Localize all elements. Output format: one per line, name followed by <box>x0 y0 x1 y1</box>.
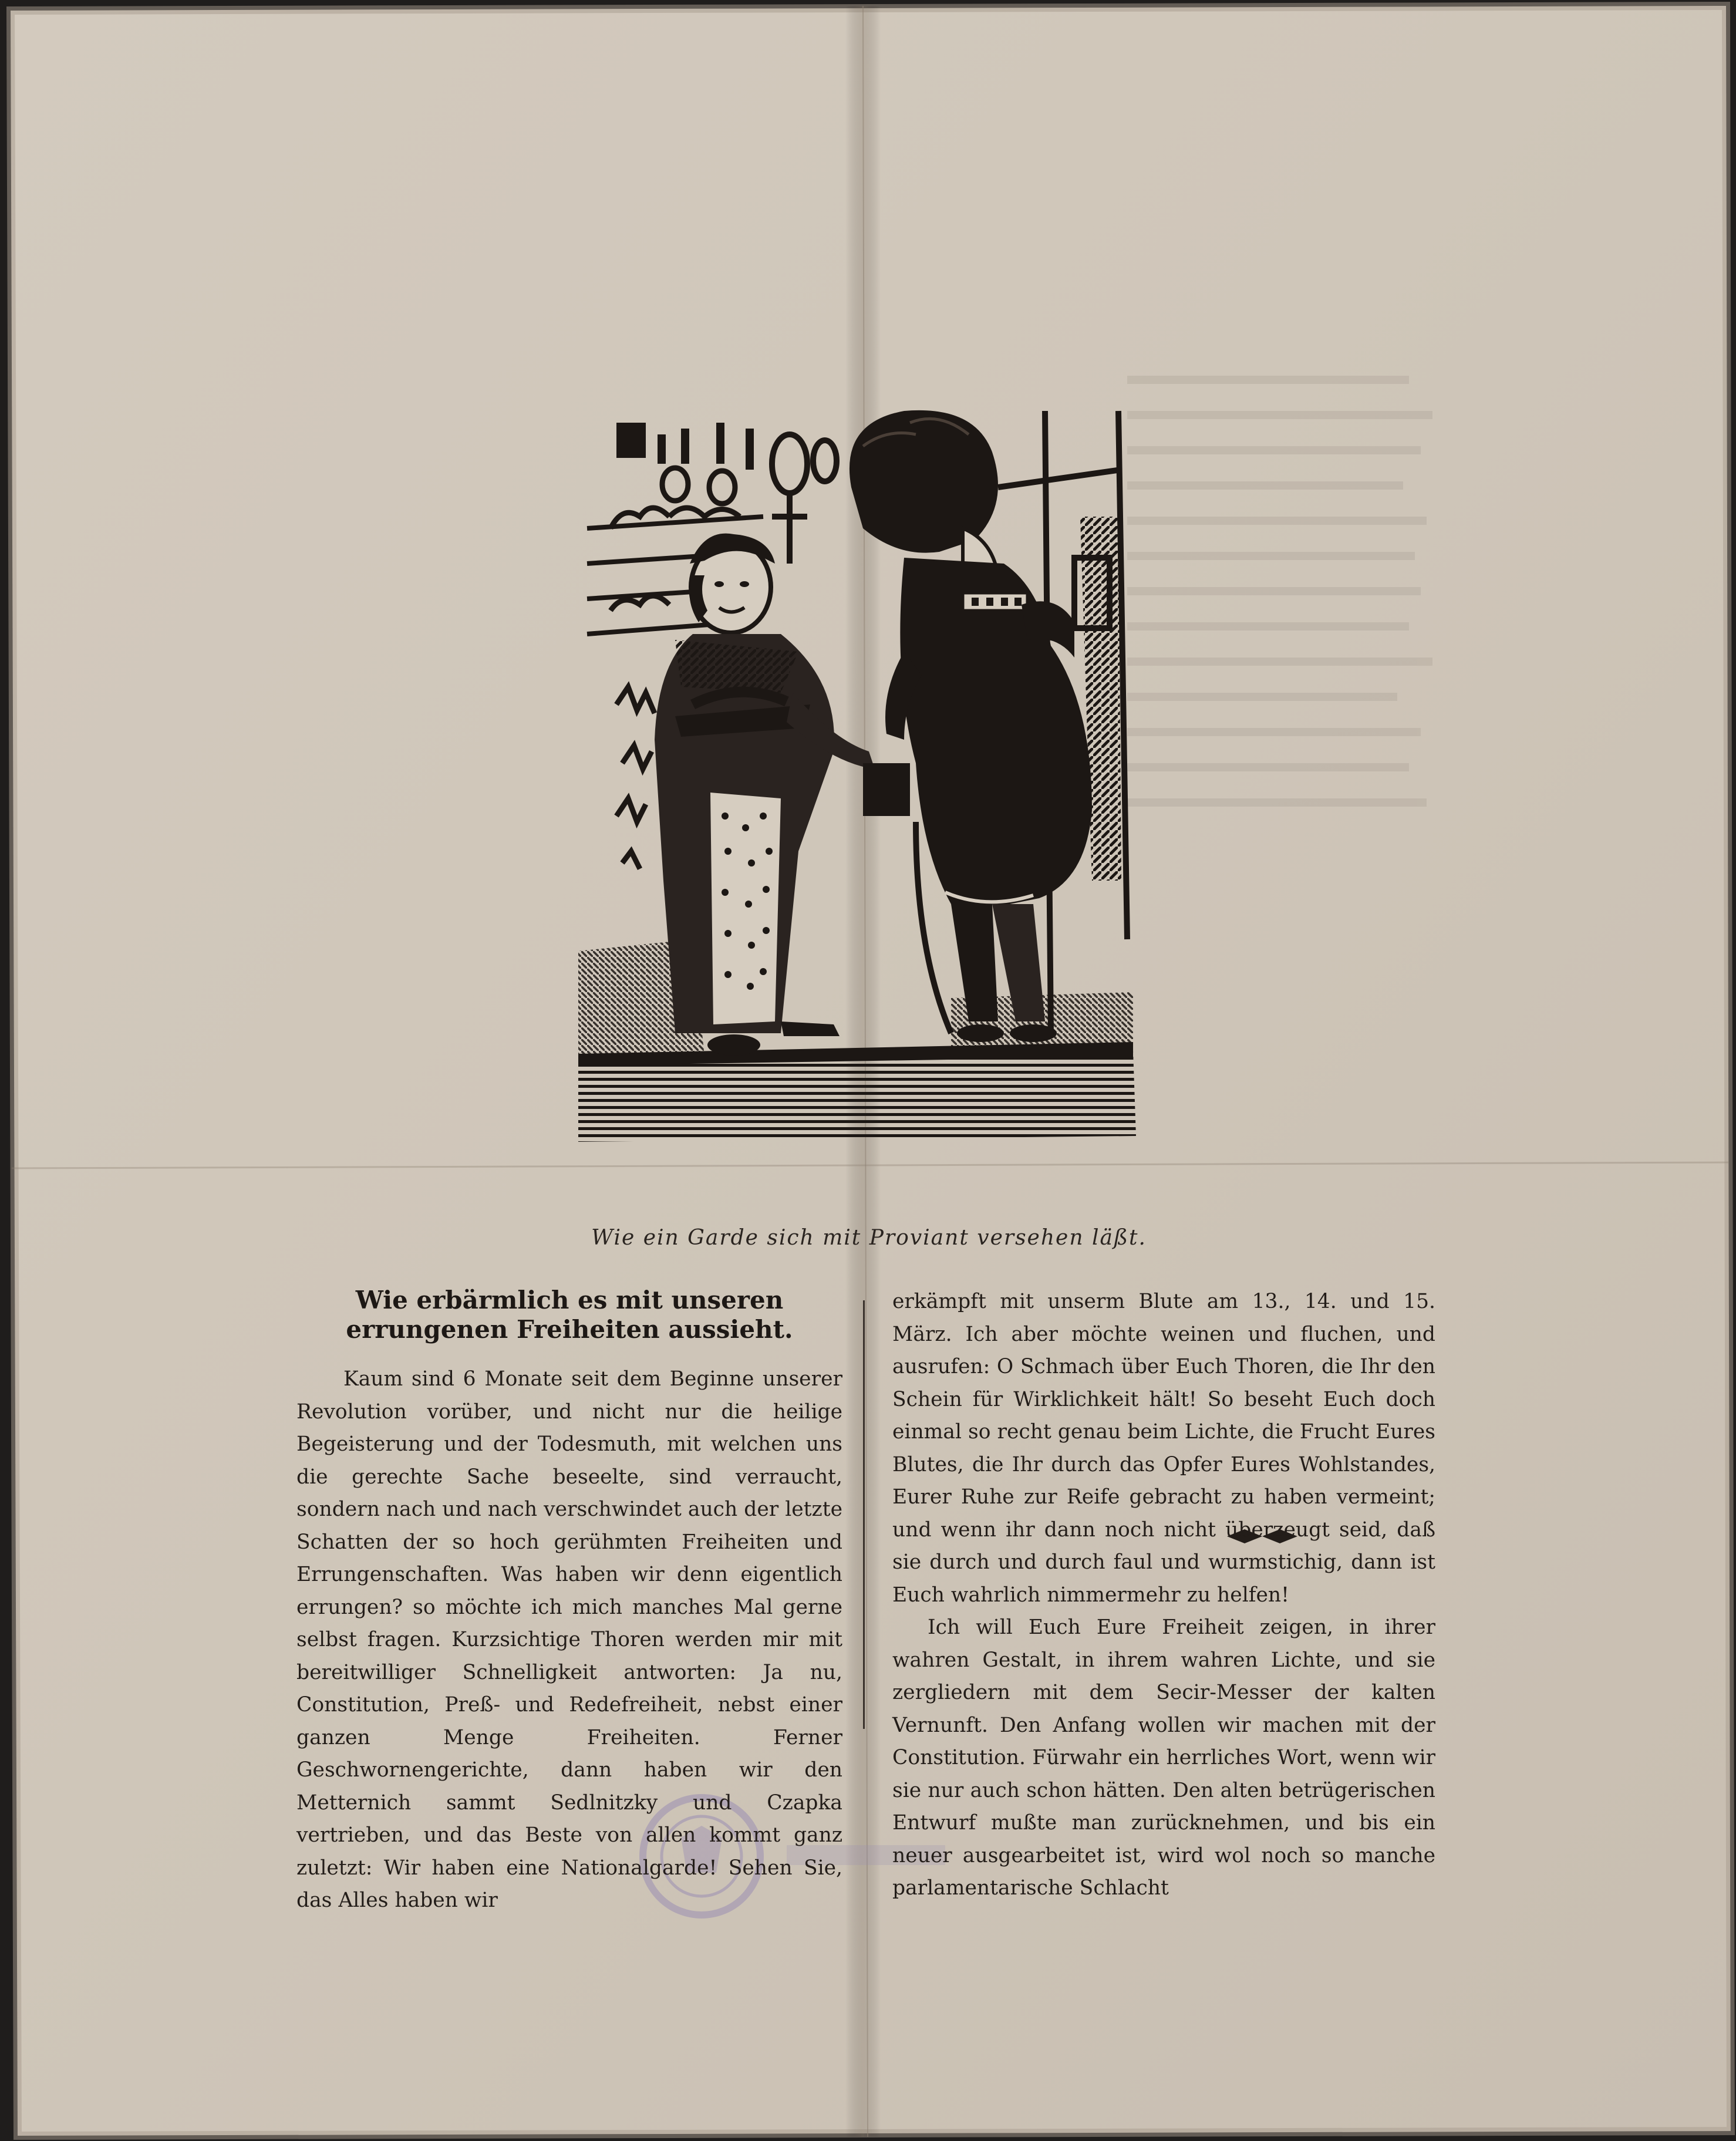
article-headline: Wie erbärmlich es mit unseren errungenen Freiheiten aussieht. <box>346 1286 793 1344</box>
article-paragraph: Ich will Euch Eure Freiheit zeigen, in ihrer wahren Gestalt, in ihrem wahren Lichte, und sie zergliedern mit dem Secir-Messer der kalten Vernunft. Den Anfang wollen wir machen mit der Constitution. Fürwahr ein herrliches Wort, wenn wir sie nur auch schon hätten. Den alten betrügerischen Entwurf mußte man zurücknehmen, und bis ein neuer ausgearbeitet ist, wird wol noch so manche parlamentarische Schlacht <box>892 1616 1435 1900</box>
illustration-caption: Wie ein Garde sich mit Proviant versehen läßt. <box>591 1226 1147 1250</box>
column-divider <box>863 1300 865 1729</box>
article-left-column <box>296 1286 842 1917</box>
article-right-column <box>892 1286 1435 1905</box>
article-paragraph: erkämpft mit unserm Blute am 13., 14. und 15. März. Ich aber möchte weinen und fluchen, und ausrufen: O Schmach über Euch Thoren, die Ihr den Schein für Wirklichkeit hält! So beseht Euch doch einmal so recht genau beim Lichte, die Frucht Eures Blutes, die Ihr durch das Opfer Eures Wohlstandes, Eurer Ruhe zur Reife gebracht zu haben vermeint; und wenn ihr dann noch nicht überzeugt seid, daß sie durch und durch faul und wurmstichig, dann ist Euch wahrlich nimmermehr zu helfen! <box>892 1290 1435 1607</box>
article-paragraph: Kaum sind 6 Monate seit dem Beginne unserer Revolution vorüber, und nicht nur die heilige Begeisterung und der Todesmuth, mit welchen uns die gerechte Sache beseelte, sind verraucht, sondern nach und nach verschwindet auch der letzte Schatten der so hoch gerühmten Freiheiten und Errungenschaften. Was haben wir denn eigentlich errungen? so möchte ich mich manches Mal gerne selbst fragen. Kurzsichtige Thoren werden mir mit bereitwilliger Schnelligkeit antworten: Ja nu, Constitution, Preß- und Redefreiheit, nebst einer ganzen Menge Freiheiten. Ferner Geschwornengerichte, dann haben wir den Metternich sammt Sedlnitzky und Czapka vertrieben, und das Beste von allen kommt ganz zuletzt: Wir haben eine Nationalgarde! Sehen Sie, das Alles haben wir <box>296 1367 842 1912</box>
